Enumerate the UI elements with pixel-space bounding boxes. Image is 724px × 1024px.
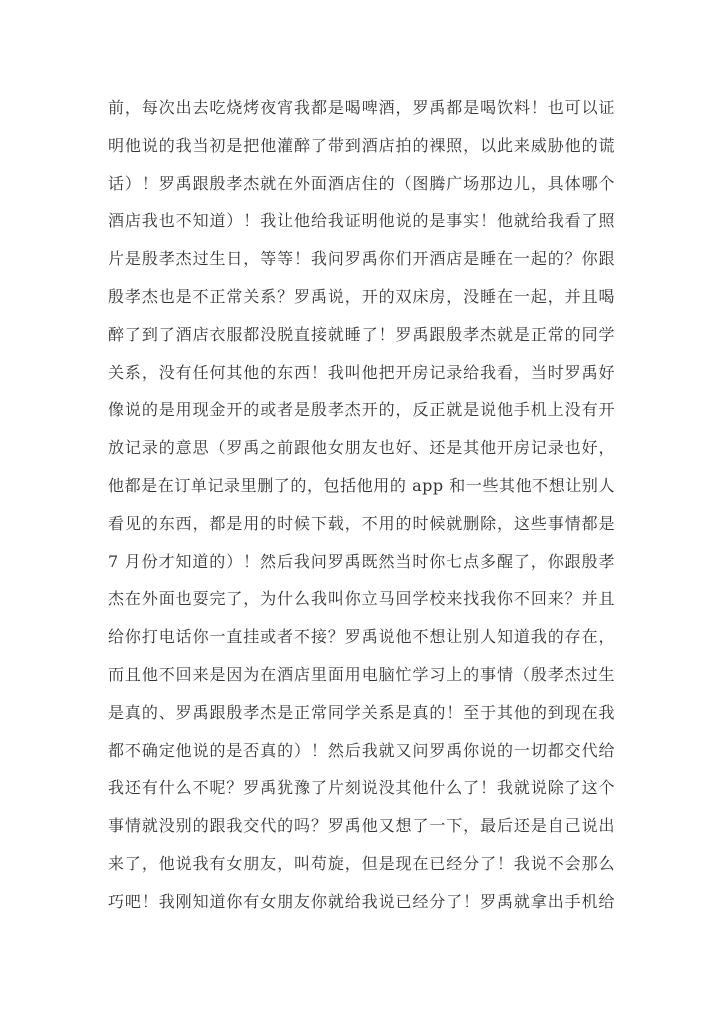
text-line: 事情就没别的跟我交代的吗？罗禹他又想了一下，最后还是自己说出 (108, 816, 615, 836)
text-line: 都不确定他说的是否真的）！然后我就又问罗禹你说的一切都交代给 (108, 740, 615, 760)
text-line: 我还有什么不呢？罗禹犹豫了片刻说没其他什么了！我就说除了这个 (108, 778, 615, 798)
text-line: 像说的是用现金开的或者是殷孝杰开的，反正就是说他手机上没有开 (108, 400, 615, 420)
text-line: 酒店我也不知道）！我让他给我证明他说的是事实！他就给我看了照 (108, 211, 615, 231)
text-line: 杰在外面也耍完了，为什么我叫你立马回学校来找我你不回来？并且 (108, 589, 615, 609)
text-line: 是真的、罗禹跟殷孝杰是正常同学关系是真的！至于其他的到现在我 (108, 702, 615, 722)
text-line: 关系，没有任何其他的东西！我叫他把开房记录给我看，当时罗禹好 (108, 362, 615, 382)
text-line: 而且他不回来是因为在酒店里面用电脑忙学习上的事情（殷孝杰过生 (108, 664, 615, 684)
text-line: 他都是在订单记录里删了的，包括他用的 app 和一些其他不想让别人 (108, 475, 615, 495)
text-line: 看见的东西，都是用的时候下载，不用的时候就删除，这些事情都是 (108, 513, 615, 533)
text-line: 话）！罗禹跟殷孝杰就在外面酒店住的（图腾广场那边儿，具体哪个 (108, 173, 615, 193)
text-line: 殷孝杰也是不正常关系？罗禹说，开的双床房，没睡在一起，并且喝 (108, 286, 615, 306)
text-line: 醉了到了酒店衣服都没脱直接就睡了！罗禹跟殷孝杰就是正常的同学 (108, 324, 615, 344)
body-text (108, 89, 615, 921)
text-line: 给你打电话你一直挂或者不接？罗禹说他不想让别人知道我的存在， (108, 627, 615, 647)
text-line: 来了，他说我有女朋友，叫苟旋，但是现在已经分了！我说不会那么 (108, 853, 615, 873)
text-line: 7 月份才知道的）！然后我问罗禹既然当时你七点多醒了，你跟殷孝 (108, 551, 615, 571)
text-line: 明他说的我当初是把他灌醉了带到酒店拍的裸照，以此来威胁他的谎 (108, 135, 615, 155)
text-line: 片是殷孝杰过生日，等等！我问罗禹你们开酒店是睡在一起的？你跟 (108, 249, 615, 269)
text-line: 放记录的意思（罗禹之前跟他女朋友也好、还是其他开房记录也好， (108, 438, 615, 458)
text-line: 前，每次出去吃烧烤夜宵我都是喝啤酒，罗禹都是喝饮料！也可以证 (108, 98, 615, 117)
text-line: 巧吧！我刚知道你有女朋友你就给我说已经分了！罗禹就拿出手机给 (108, 891, 615, 911)
